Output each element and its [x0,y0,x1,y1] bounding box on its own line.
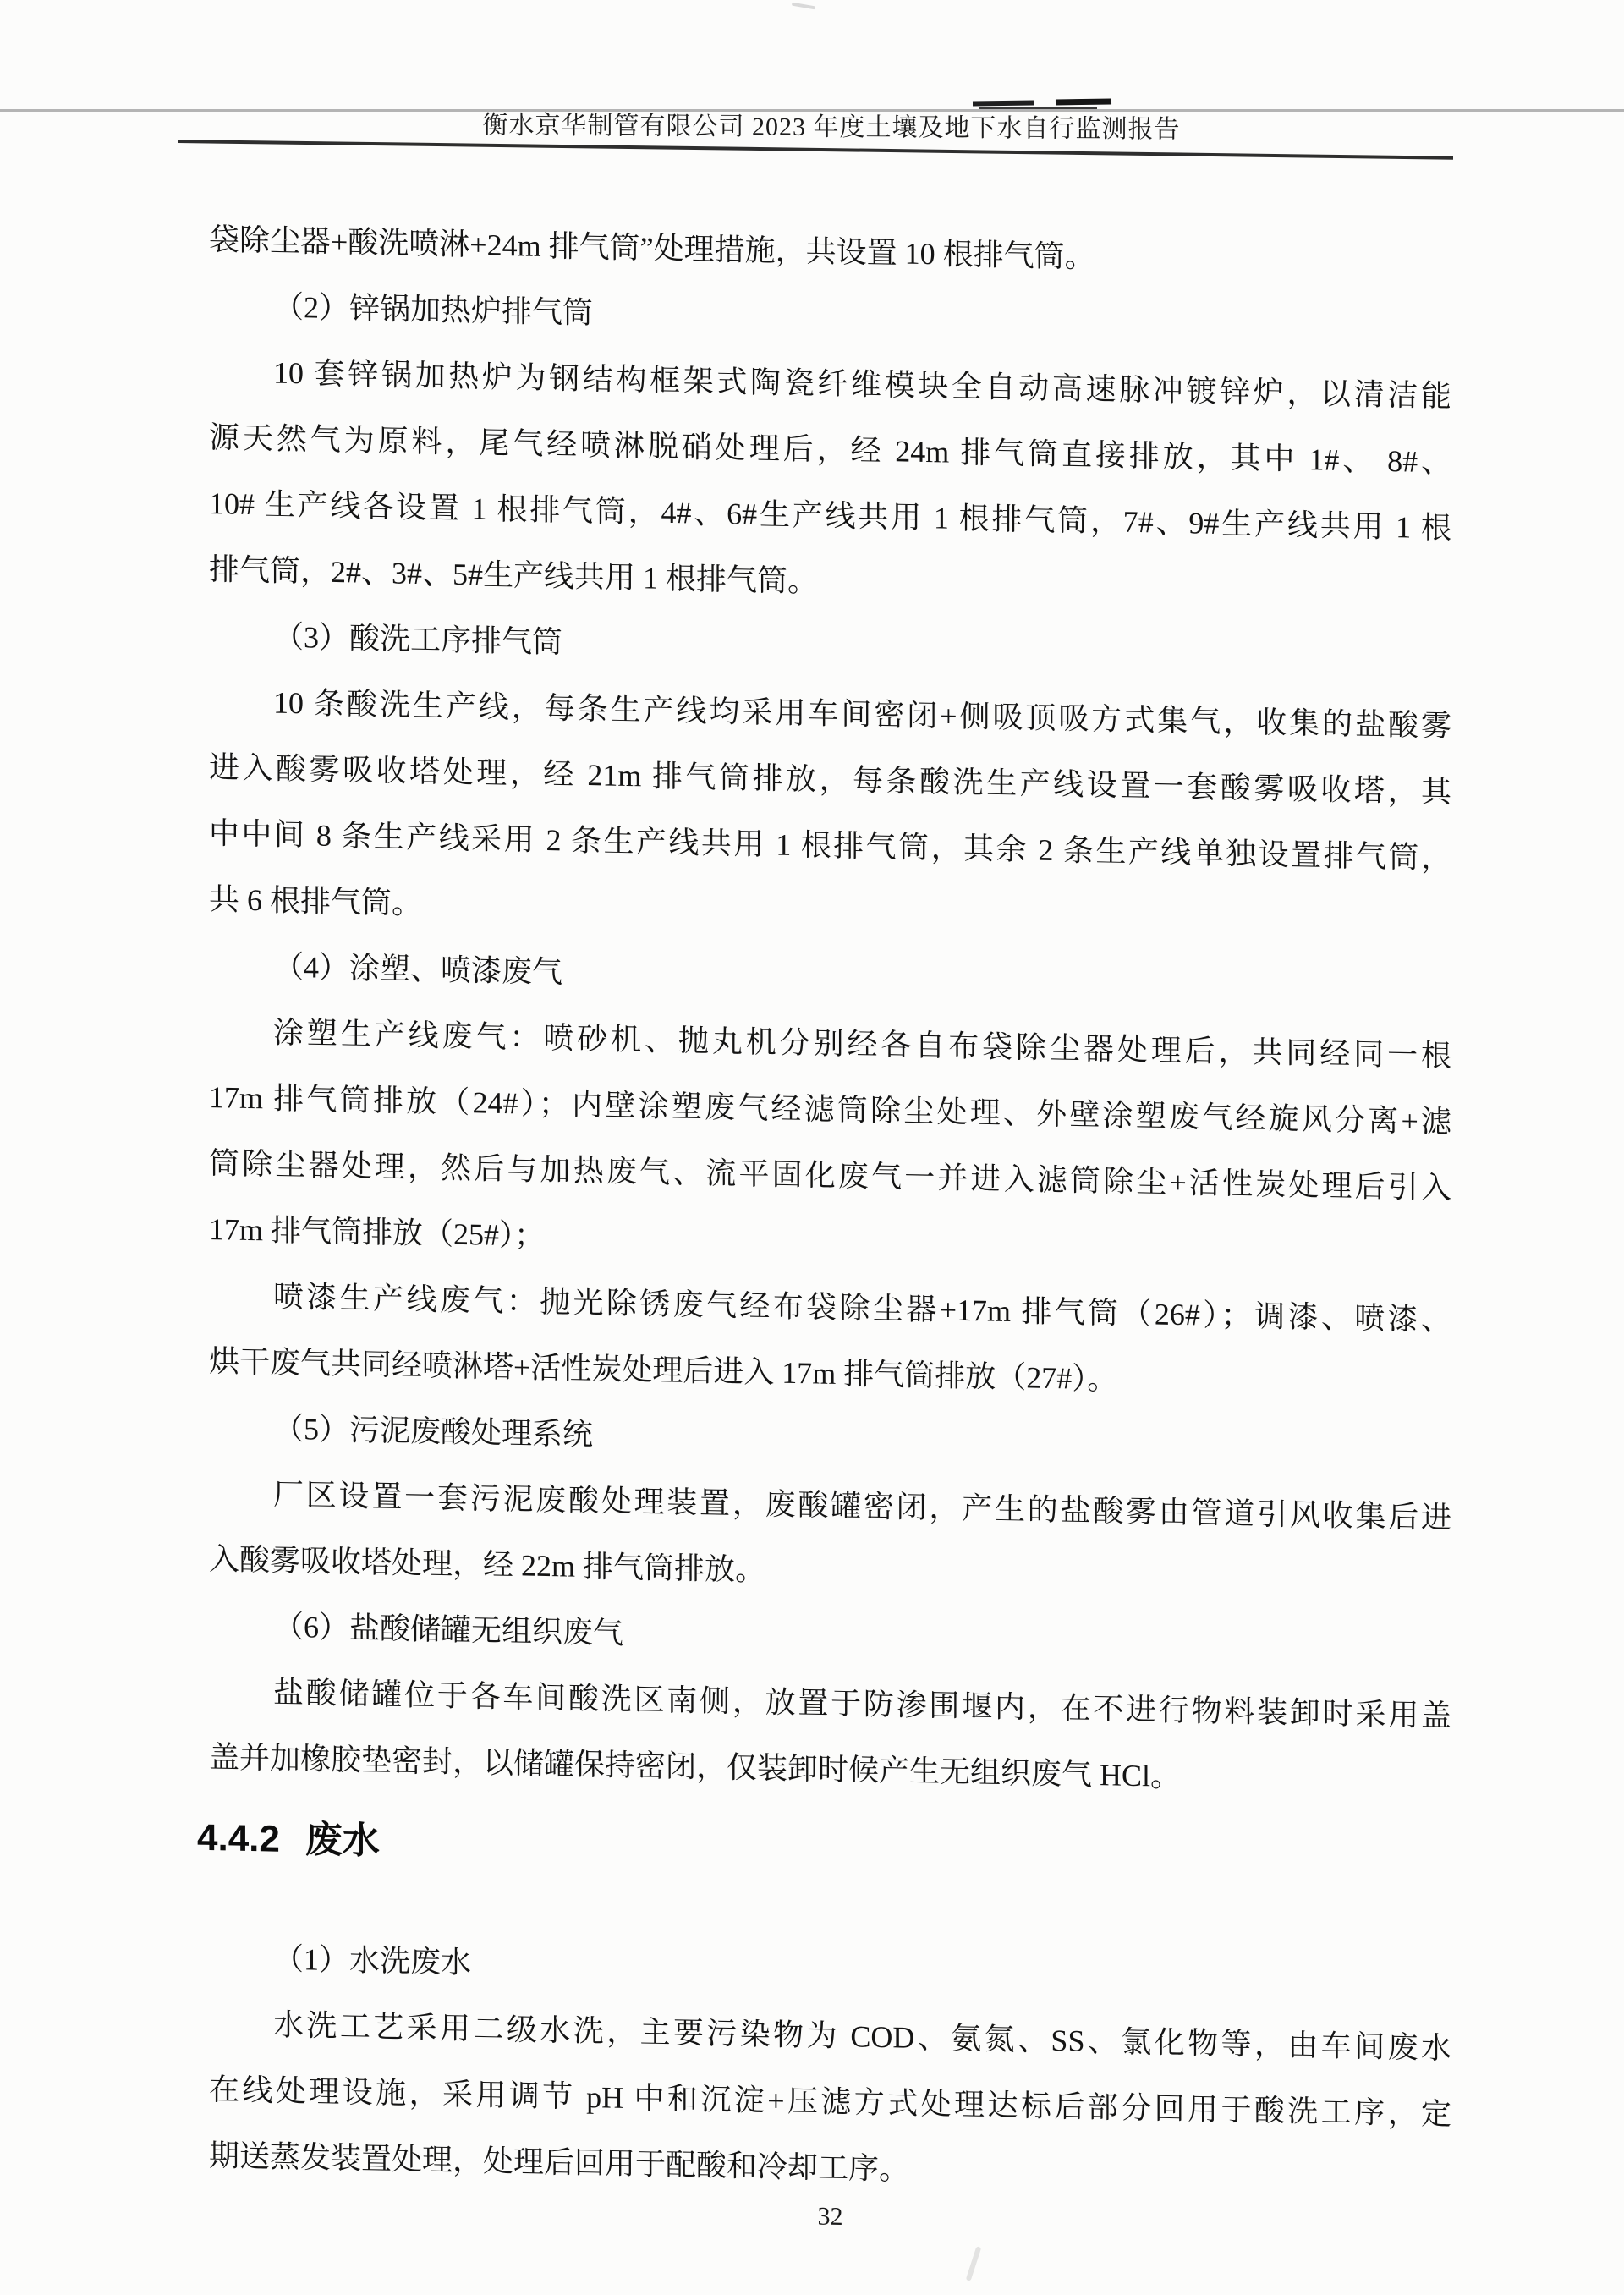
scan-artifact-speck [966,2246,982,2281]
text-line: 筒除尘器处理，然后与加热废气、流平固化废气一并进入滤筒除尘+活性炭处理后引入 [209,1146,1451,1205]
text-line: 10 条酸洗生产线，每条生产线均采用车间密闭+侧吸顶吸方式集气，收集的盐酸雾 [273,685,1451,744]
page-number: 32 [817,2202,843,2232]
scan-artifact-speck [792,3,815,10]
text-line: 在线处理设施，采用调节 pH 中和沉淀+压滤方式处理达标后部分回用于酸洗工序，定 [209,2073,1451,2132]
text-line: 盖并加橡胶垫密封，以储罐保持密闭，仅装卸时候产生无组织废气 HCl。 [209,1740,1182,1794]
text-line: （2）锌锅加热炉排气筒 [273,289,594,331]
text-line: 烘干废气共同经喷淋塔+活性炭处理后进入 17m 排气筒排放（27#）。 [209,1344,1118,1397]
text-line: 涂塑生产线废气：喷砂机、抛丸机分别经各自布袋除尘器处理后，共同经同一根 [273,1015,1451,1073]
text-line: 10# 生产线各设置 1 根排气筒，4#、6#生产线共用 1 根排气筒，7#、9#生产线共用 1 根 [209,486,1451,546]
text-line: 袋除尘器+酸洗喷淋+24m 排气筒”处理措施，共设置 10 根排气筒。 [209,222,1095,275]
text-line: 中中间 8 条生产线采用 2 条生产线共用 1 根排气筒，其余 2 条生产线单独设置排气筒， [209,816,1451,876]
text-line: 盐酸储罐位于各车间酸洗区南侧，放置于防渗围堰内，在不进行物料装卸时采用盖 [273,1675,1451,1733]
scan-artifact-dash [973,100,1034,106]
text-line: 水洗工艺采用二级水洗，主要污染物为 COD、氨氮、SS、氯化物等，由车间废水 [273,2007,1451,2066]
page-body [197,206,1451,2243]
text-line: 17m 排气筒排放（24#）；内壁涂塑废气经滤筒除尘处理、外壁涂塑废气经旋风分离+滤 [209,1080,1451,1139]
text-line: （3）酸洗工序排气筒 [273,619,563,660]
text-line: 喷漆生产线废气：抛光除锈废气经布袋除尘器+17m 排气筒（26#）；调漆、喷漆、 [273,1279,1451,1337]
text-line: 10 套锌锅加热炉为钢结构框架式陶瓷纤维模块全自动高速脉冲镀锌炉，以清洁能 [273,355,1451,414]
text-line: 期送蒸发装置处理，处理后回用于配酸和冷却工序。 [209,2139,910,2187]
text-line: （1）水洗废水 [273,1941,472,1980]
section-heading-label: 废水 [304,1819,380,1863]
text-line: （6）盐酸储罐无组织废气 [273,1609,624,1650]
scan-artifact-dash [1056,99,1111,106]
text-line: （4）涂塑、喷漆废气 [273,949,563,990]
text-line: 共 6 根排气筒。 [209,882,423,921]
report-header-title: 衡水京华制管有限公司 2023 年度土壤及地下水自行监测报告 [482,111,1181,144]
text-line: 厂区设置一套污泥废酸处理装置，废酸罐密闭，产生的盐酸雾由管道引风收集后进 [273,1477,1451,1535]
text-line: 排气筒，2#、3#、5#生产线共用 1 根排气筒。 [209,552,819,599]
text-line: 源天然气为原料，尾气经喷淋脱硝处理后，经 24m 排气筒直接排放，其中 1#、 8#、 [209,420,1451,480]
text-line: （5）污泥废酸处理系统 [273,1411,594,1452]
section-heading-number: 4.4.2 [197,1816,280,1860]
text-line: 入酸雾吸收塔处理，经 22m 排气筒排放。 [209,1542,766,1588]
section-heading [197,1802,1451,1900]
body-text-block [197,206,1451,2213]
text-line: 进入酸雾吸收塔处理，经 21m 排气筒排放，每条酸洗生产线设置一套酸雾吸收塔，其 [209,750,1451,810]
text-line: 17m 排气筒排放（25#）； [209,1212,546,1253]
